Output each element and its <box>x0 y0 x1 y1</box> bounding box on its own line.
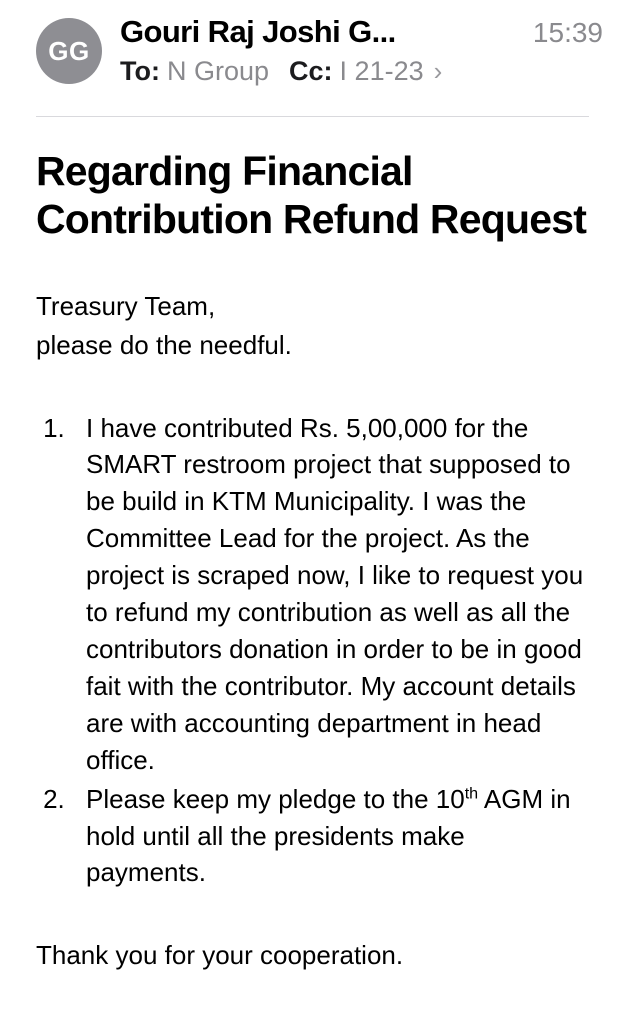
email-greeting <box>36 288 589 364</box>
email-closing: Thank you for your cooperation. <box>36 940 404 971</box>
email-numbered-list <box>36 410 589 892</box>
list-item <box>72 781 589 892</box>
list-item-text-rest: AGM in hold until all the presidents make payments. <box>86 783 571 888</box>
sender-name[interactable]: Gouri Raj Joshi G... <box>120 14 396 49</box>
recipients-row[interactable] <box>120 56 603 87</box>
message-timestamp: 15:39 <box>532 17 603 48</box>
list-item-text: Please keep my pledge to the 10 <box>86 783 465 814</box>
cc-label: Cc: <box>289 56 333 86</box>
email-subject: Regarding Financial Contribution Refund Request <box>36 148 587 243</box>
to-value[interactable]: N Group <box>166 56 270 86</box>
email-header <box>0 0 625 104</box>
list-item <box>72 410 589 779</box>
chevron-right-icon[interactable]: › <box>433 56 443 86</box>
ordinal-suffix: th <box>464 783 479 802</box>
header-text-block <box>102 14 603 87</box>
greeting-line-2: please do the needful. <box>36 329 292 360</box>
sender-row <box>120 14 603 50</box>
email-body <box>0 117 625 1024</box>
avatar: GG <box>36 18 102 84</box>
cc-value[interactable]: I 21-23 <box>339 56 424 86</box>
greeting-line-1: Treasury Team, <box>36 290 216 321</box>
list-item-text: I have contributed Rs. 5,00,000 for the SMART restroom project that supposed to be build in KTM Municipality. I was the Committee Lead for the project. As the project is scraped now, I like to request you to refund my contribution as well as all the contributors donation in order to be in good fait with the contributor. My account details are with accounting department in head office. <box>86 412 584 775</box>
to-label: To: <box>120 56 160 86</box>
